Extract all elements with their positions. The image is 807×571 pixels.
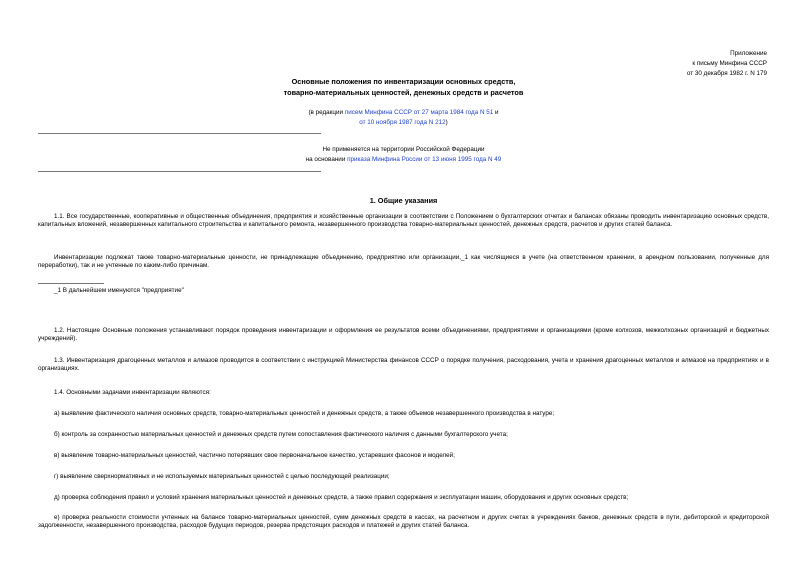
notice-line-2 xyxy=(0,156,807,164)
revision-suffix: ) xyxy=(445,119,448,126)
notice-prefix: на основании xyxy=(305,156,348,163)
notice-line-1: Не применяется на территории Российской Федерации xyxy=(322,146,485,153)
section-heading: 1. Общие указания xyxy=(369,196,438,205)
separator-rule-bottom xyxy=(38,171,321,172)
title-line-2: товарно-материальных ценностей, денежных средств и расчетов xyxy=(283,87,524,97)
footnote-rule xyxy=(38,283,104,284)
task-item-b: б) контроль за сохранностью материальных ценностей и денежных средств путем сопоставления фактического наличия с данными бухгалтерского учета; xyxy=(54,431,508,438)
paragraph-1-1: 1.1. Все государственные, кооперативные и общественные объединения, предприятия и хозяйственные организации в соответствии с Положением о бухгалтерских отчетах и балансах обязаны проводить инвентаризацию основных средств, капитальных вложений, незавершенных капитального строительства и капитального ремонта, незавершенного производства товарно-материальных ценностей, денежных средств, расчетов и других статей баланса. xyxy=(38,213,769,229)
task-item-e: е) проверка реальности стоимости учтенных на балансе товарно-материальных ценностей, сумм денежных средств в кассах, на расчетном и других счетах в учреждениях банков, денежных средств в пути, дебиторской и кредиторской задолженности, незавершенного производства, расходов будущих периодов, резерва предстоящих расходов и платежей и других статей баланса. xyxy=(38,514,769,530)
document-title xyxy=(0,77,807,98)
paragraph-1-1-continued: Инвентаризации подлежат также товарно-материальные ценности, не принадлежащие объединению, предприятию или организации,_1 как числящиеся в учете (на ответственном хранении, в арендном пользовании, полученные для переработки), так и не учтенные по каким-либо причинам. xyxy=(38,254,769,270)
annex-block xyxy=(687,49,767,78)
revision-line-2 xyxy=(0,119,807,127)
annex-line-1: Приложение xyxy=(730,50,767,57)
revision-prefix: (в редакции xyxy=(308,109,345,116)
revision-and: и xyxy=(493,109,499,116)
revision-link-2[interactable]: от 10 ноября 1987 года N 212 xyxy=(359,119,446,126)
task-item-v: в) выявление товарно-материальных ценностей, частично потерявших свое первоначальное качество, устаревших фасонов и моделей; xyxy=(54,452,455,459)
paragraph-1-3: 1.3. Инвентаризация драгоценных металлов и алмазов проводится в соответствии с инструкцией Министерства финансов СССР о порядке получения, расходования, учета и хранения драгоценных металлов и алмазов на предприятиях и в организациях. xyxy=(38,357,769,373)
separator-rule-top xyxy=(38,133,321,134)
revision-link-1[interactable]: писем Минфина СССР от 27 марта 1984 года N 51 xyxy=(344,109,494,116)
task-item-d: д) проверка соблюдения правил и условий хранения материальных ценностей и денежных средств, а также правил содержания и эксплуатации машин, оборудования и других основных средств; xyxy=(54,494,629,501)
annex-line-2: к письму Минфина СССР xyxy=(692,59,767,67)
task-item-a: а) выявление фактического наличия основных средств, товарно-материальных ценностей и денежных средств, а также объемов незавершенного производства в натуре; xyxy=(54,410,555,417)
revision-line-1 xyxy=(0,109,807,117)
paragraph-1-2: 1.2. Настоящие Основные положения устанавливают порядок проведения инвентаризации и оформления ее результатов всеми объединениями, предприятиями и организациями (кроме колхозов, межколхозных организаций и бюджетных учреждений). xyxy=(38,327,769,343)
paragraph-1-4: 1.4. Основными задачами инвентаризации являются: xyxy=(54,389,211,396)
title-line-1: Основные положения по инвентаризации основных средств, xyxy=(291,77,516,86)
task-item-g: г) выявление сверхнормативных и не используемых материальных ценностей с целью последующей реализации; xyxy=(54,473,390,480)
annex-line-3: от 30 декабря 1982 г. N 179 xyxy=(686,69,767,77)
notice-link[interactable]: приказа Минфина России от 13 июня 1995 года N 49 xyxy=(347,156,502,163)
footnote: _1 В дальнейшем именуются "предприятие" xyxy=(54,287,184,294)
